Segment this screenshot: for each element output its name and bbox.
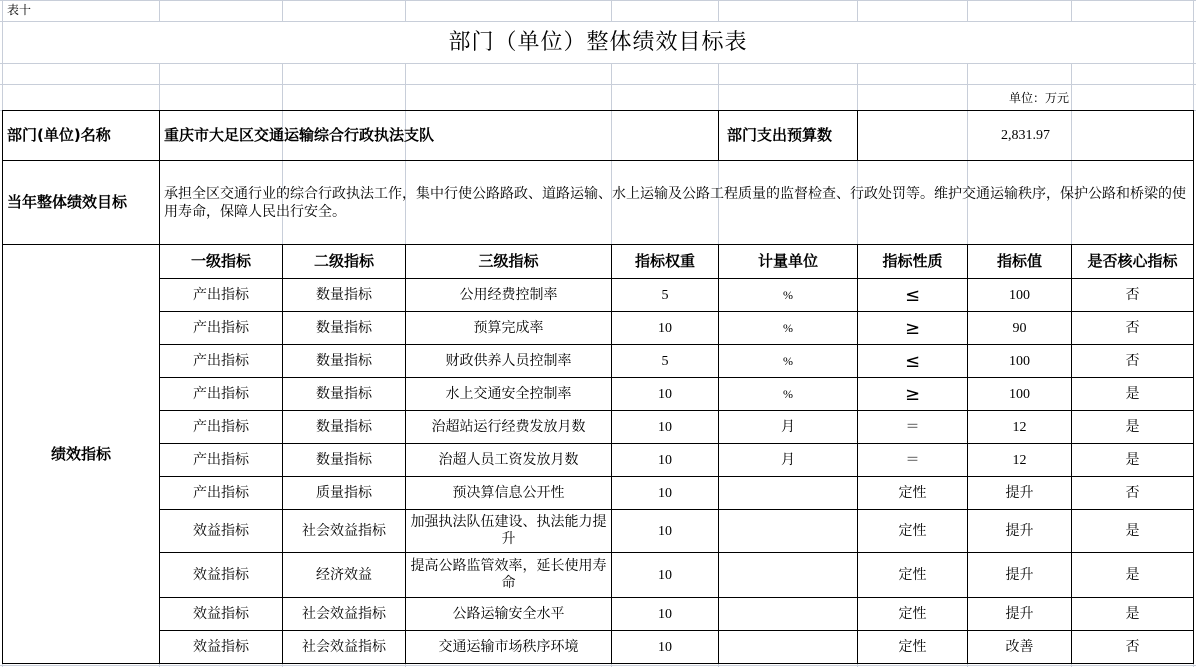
cell-value: 100 (967, 344, 1072, 378)
unit-note: 单位：万元 (1008, 91, 1069, 105)
corner-label: 表十 (7, 3, 32, 17)
cell-core: 否 (1071, 476, 1194, 510)
cell-nature: ＝ (857, 410, 968, 444)
cell-weight: 10 (611, 509, 719, 553)
cell-weight: 10 (611, 410, 719, 444)
cell-value: 100 (967, 377, 1072, 411)
cell-level3: 公路运输安全水平 (405, 597, 612, 631)
page-title: 部门（单位）整体绩效目标表 (448, 29, 748, 55)
cell-weight: 5 (611, 344, 719, 378)
cell-unit (718, 552, 858, 598)
cell-level1: 产出指标 (159, 344, 283, 378)
cell-nature: ≤ (857, 278, 968, 312)
cell-level2: 社会效益指标 (282, 630, 406, 664)
cell-weight: 10 (611, 311, 719, 345)
cell-unit: 月 (718, 410, 858, 444)
budget-label: 部门支出预算数 (718, 110, 858, 161)
cell-nature: ≥ (857, 377, 968, 411)
cell-core: 否 (1071, 344, 1194, 378)
cell-value: 12 (967, 443, 1072, 477)
cell-level2: 社会效益指标 (282, 597, 406, 631)
cell-core: 否 (1071, 630, 1194, 664)
header-level3: 三级指标 (405, 244, 612, 279)
cell-nature: ≤ (857, 344, 968, 378)
dept-name-label: 部门(单位)名称 (2, 110, 160, 161)
cell-level3: 加强执法队伍建设、执法能力提升 (405, 509, 612, 553)
cell-level3: 水上交通安全控制率 (405, 377, 612, 411)
cell-level2: 社会效益指标 (282, 509, 406, 553)
cell-core: 否 (1071, 311, 1194, 345)
cell-level2: 质量指标 (282, 476, 406, 510)
cell-core: 是 (1071, 377, 1194, 411)
cell-unit (718, 476, 858, 510)
cell-level3: 治超站运行经费发放月数 (405, 410, 612, 444)
cell-core: 是 (1071, 552, 1194, 598)
cell-value: 改善 (967, 630, 1072, 664)
header-level2: 二级指标 (282, 244, 406, 279)
header-nature: 指标性质 (857, 244, 968, 279)
cell-weight: 5 (611, 278, 719, 312)
cell-level2: 数量指标 (282, 410, 406, 444)
cell-weight: 10 (611, 476, 719, 510)
cell-unit: % (718, 278, 858, 312)
cell-unit (718, 597, 858, 631)
cell-unit: % (718, 311, 858, 345)
budget-value[interactable]: 2,831.97 (857, 110, 1194, 161)
cell-value: 提升 (967, 552, 1072, 598)
cell-level1: 效益指标 (159, 597, 283, 631)
cell-level1: 产出指标 (159, 476, 283, 510)
cell-level1: 效益指标 (159, 509, 283, 553)
header-weight: 指标权重 (611, 244, 719, 279)
cell-core: 否 (1071, 278, 1194, 312)
cell-nature: 定性 (857, 476, 968, 510)
cell-core: 是 (1071, 597, 1194, 631)
header-level1: 一级指标 (159, 244, 283, 279)
cell-weight: 10 (611, 552, 719, 598)
cell-level3: 治超人员工资发放月数 (405, 443, 612, 477)
header-core: 是否核心指标 (1071, 244, 1194, 279)
cell-nature: 定性 (857, 509, 968, 553)
cell-unit: % (718, 377, 858, 411)
cell-level2: 数量指标 (282, 344, 406, 378)
cell-level2: 数量指标 (282, 278, 406, 312)
cell-level1: 效益指标 (159, 552, 283, 598)
goal-text[interactable]: 承担全区交通行业的综合行政执法工作，集中行使公路路政、道路运输、水上运输及公路工程质量的监督检查、行政处罚等。维护交通运输秩序，保护公路和桥梁的使用寿命，保障人民出行安全。 (159, 160, 1194, 245)
cell-weight: 10 (611, 597, 719, 631)
dept-name-value[interactable]: 重庆市大足区交通运输综合行政执法支队 (159, 110, 719, 161)
cell-nature: 定性 (857, 552, 968, 598)
cell-level2: 经济效益 (282, 552, 406, 598)
cell-level1: 产出指标 (159, 410, 283, 444)
section-label-indicators: 绩效指标 (2, 244, 160, 664)
goal-label: 当年整体绩效目标 (2, 160, 160, 245)
cell-core: 是 (1071, 509, 1194, 553)
cell-level2: 数量指标 (282, 377, 406, 411)
cell-value: 提升 (967, 597, 1072, 631)
cell-level1: 效益指标 (159, 630, 283, 664)
cell-unit: % (718, 344, 858, 378)
cell-level3: 预决算信息公开性 (405, 476, 612, 510)
cell-value: 90 (967, 311, 1072, 345)
cell-value: 12 (967, 410, 1072, 444)
cell-unit (718, 630, 858, 664)
cell-weight: 10 (611, 377, 719, 411)
cell-level1: 产出指标 (159, 311, 283, 345)
cell-value: 提升 (967, 476, 1072, 510)
cell-weight: 10 (611, 630, 719, 664)
cell-level2: 数量指标 (282, 311, 406, 345)
cell-value: 100 (967, 278, 1072, 312)
cell-weight: 10 (611, 443, 719, 477)
cell-nature: ≥ (857, 311, 968, 345)
cell-unit (718, 509, 858, 553)
cell-core: 是 (1071, 410, 1194, 444)
cell-nature: 定性 (857, 597, 968, 631)
cell-level1: 产出指标 (159, 278, 283, 312)
header-unit: 计量单位 (718, 244, 858, 279)
cell-level3: 提高公路监管效率，延长使用寿命 (405, 552, 612, 598)
cell-nature: 定性 (857, 630, 968, 664)
cell-level3: 财政供养人员控制率 (405, 344, 612, 378)
cell-level3: 交通运输市场秩序环境 (405, 630, 612, 664)
cell-value: 提升 (967, 509, 1072, 553)
header-value: 指标值 (967, 244, 1072, 279)
cell-core: 是 (1071, 443, 1194, 477)
cell-unit: 月 (718, 443, 858, 477)
cell-level1: 产出指标 (159, 443, 283, 477)
cell-level1: 产出指标 (159, 377, 283, 411)
cell-nature: ＝ (857, 443, 968, 477)
cell-level3: 公用经费控制率 (405, 278, 612, 312)
cell-level2: 数量指标 (282, 443, 406, 477)
cell-level3: 预算完成率 (405, 311, 612, 345)
